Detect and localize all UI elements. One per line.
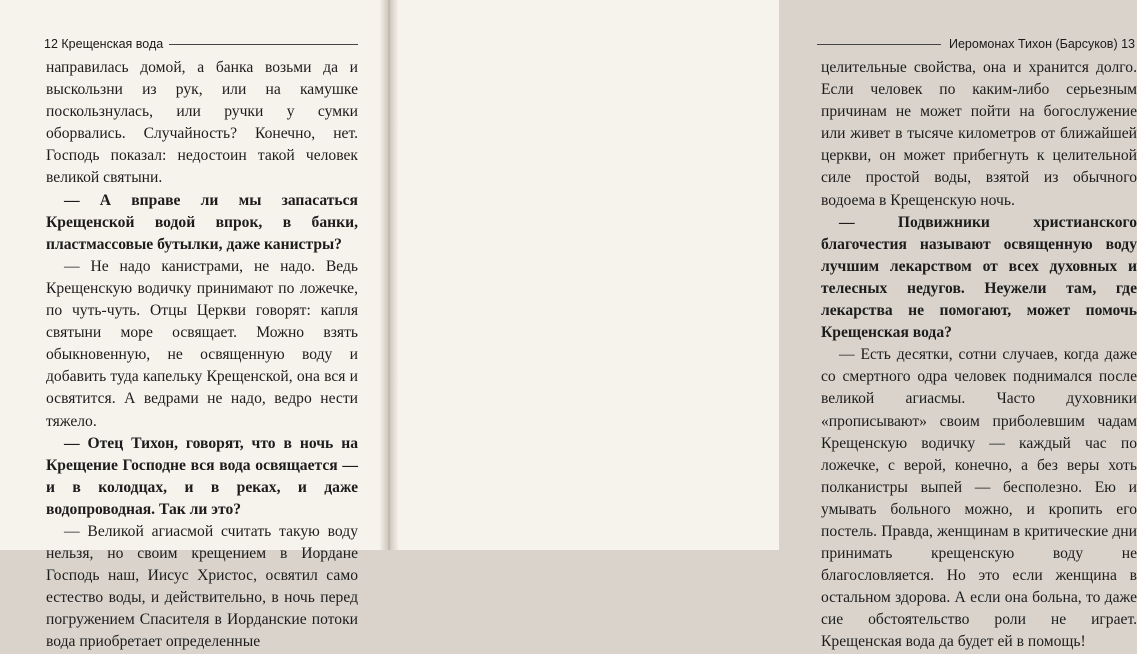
- right-header-rule: [817, 44, 941, 45]
- left-page-body: [46, 57, 358, 654]
- left-running-header: [44, 35, 364, 53]
- right-page: [392, 0, 1137, 651]
- answer-paragraph: — Не надо канистрами, не надо. Ведь Крещенскую водичку принимают по ложечке, по чуть-чуть. Отцы Церкви говорят: капля святыни море освящает. Можно взять обыкновенную, не освященную воду и добавить туда капельку Крещенской, она вся и освятится. А ведрами не надо, ведро нести тяжело.: [46, 257, 358, 430]
- right-running-header: [817, 35, 1135, 53]
- left-page-number: 12: [44, 37, 58, 51]
- book-gutter: [380, 0, 398, 550]
- paragraph: целительные свойства, она и хранится долго. Если человек по каким-либо серьезным причинам не может пойти на богослужение или живет в тысяче километров от ближайшей церкви, он может прибегнуть к целительной силе простой воды, взятой из обычного водоема в Крещенскую ночь.: [821, 59, 1137, 209]
- right-running-head-title: Иеромонах Тихон (Барсуков): [949, 37, 1118, 51]
- left-header-rule: [169, 44, 358, 45]
- answer-paragraph: — Есть десятки, сотни случаев, когда даже со смертного одра человек поднимался после великой агиасмы. Часто духовники «прописывают» своим приболевшим чадам Крещенскую водичку — каждый час по ложечке, с верой, конечно, а без веры хоть полканистры выпей — бесполезно. Ею и умывать больного можно, и кропить его постель. Правда, женщинам в критические дни принимать крещенскую воду не благословляется. Но это если женщина в остальном здорова. А если она больна, то даже сие обстоятельство роли не играет. Крещенская вода да будет ей в помощь!: [821, 346, 1137, 651]
- question-paragraph: — Отец Тихон, говорят, что в ночь на Крещение Господне вся вода освящается — и в колодцах, и в реках, и даже водопроводная. Так ли это?: [46, 434, 358, 518]
- left-running-head-title: Крещенская вода: [61, 37, 164, 51]
- answer-paragraph: — Великой агиасмой считать такую воду нельзя, но своим крещением в Иордане Господь наш, Иисус Христос, освятил само естество воды, и действительно, в ночь перед погружением Спасителя в Иорданские потоки вода приобретает определенные: [46, 522, 358, 651]
- question-paragraph: — Подвижники христианского благочестия называют освященную воду лучшим лекарством от всех духовных и телесных недугов. Неужели там, где лекарства не помогают, может помочь Крещенская вода?: [821, 213, 1137, 342]
- right-page-body: [821, 57, 1137, 654]
- left-page: [0, 0, 386, 651]
- paragraph: направилась домой, а банка возьми да и выскользни из рук, или на камушке поскользнулась, или ручки у сумки оборвались. Случайность? Конечно, нет. Господь показал: недостоин такой человек великой святыни.: [46, 59, 358, 187]
- right-page-number: 13: [1121, 37, 1135, 51]
- question-paragraph: — А вправе ли мы запасаться Крещенской водой впрок, в банки, пластмассовые бутылки, даже канистры?: [46, 191, 358, 253]
